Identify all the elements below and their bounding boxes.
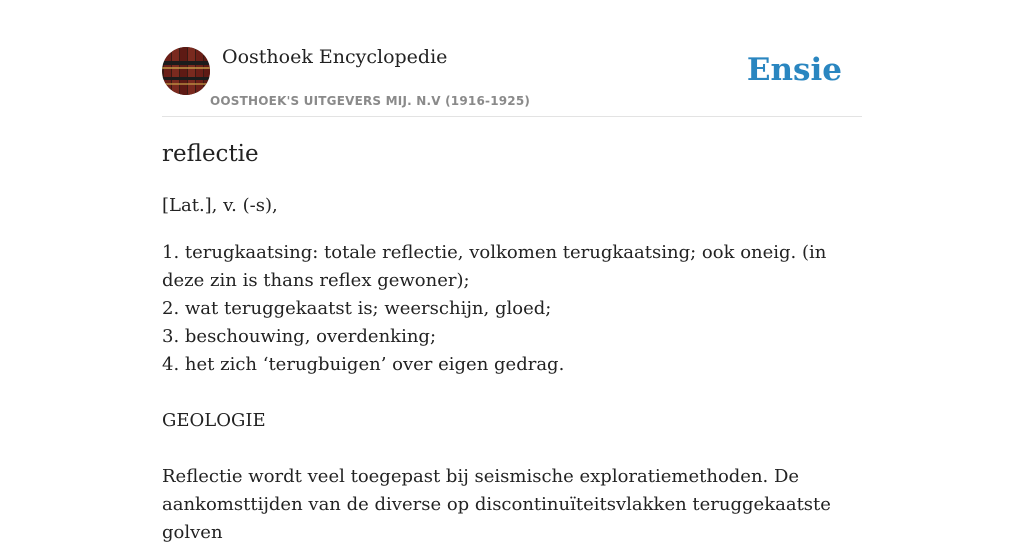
section-paragraph: Reflectie wordt veel toegepast bij seismische exploratiemethoden. De aankomsttijden van de diverse op discontinuïteitsvlakken teruggekaatste golven xyxy=(162,466,831,543)
spacer xyxy=(162,435,862,463)
section-heading: GEOLOGIE xyxy=(162,410,266,431)
entry-body xyxy=(162,192,862,547)
meaning-item: 2. wat teruggekaatst is; weerschijn, gloed; xyxy=(162,298,552,319)
meaning-item: 1. terugkaatsing: totale reflectie, volkomen terugkaatsing; ook oneig. (in deze zin is thans reflex gewoner); xyxy=(162,242,827,291)
publisher-label: OOSTHOEK'S UITGEVERS MIJ. N.V (1916-1925) xyxy=(210,94,531,108)
source-title[interactable]: Oosthoek Encyclopedie xyxy=(222,46,448,68)
grammar-note: [Lat.], v. (-s), xyxy=(162,195,278,216)
meaning-item: 4. het zich ‘terugbuigen’ over eigen gedrag. xyxy=(162,354,565,375)
entry-headword: reflectie xyxy=(162,141,259,167)
meaning-item: 3. beschouwing, overdenking; xyxy=(162,326,437,347)
book-spines-icon[interactable] xyxy=(162,47,210,95)
spacer xyxy=(162,379,862,407)
brand-logo-link[interactable]: Ensie xyxy=(746,52,842,88)
source-header xyxy=(162,0,862,117)
article-page xyxy=(162,0,862,543)
